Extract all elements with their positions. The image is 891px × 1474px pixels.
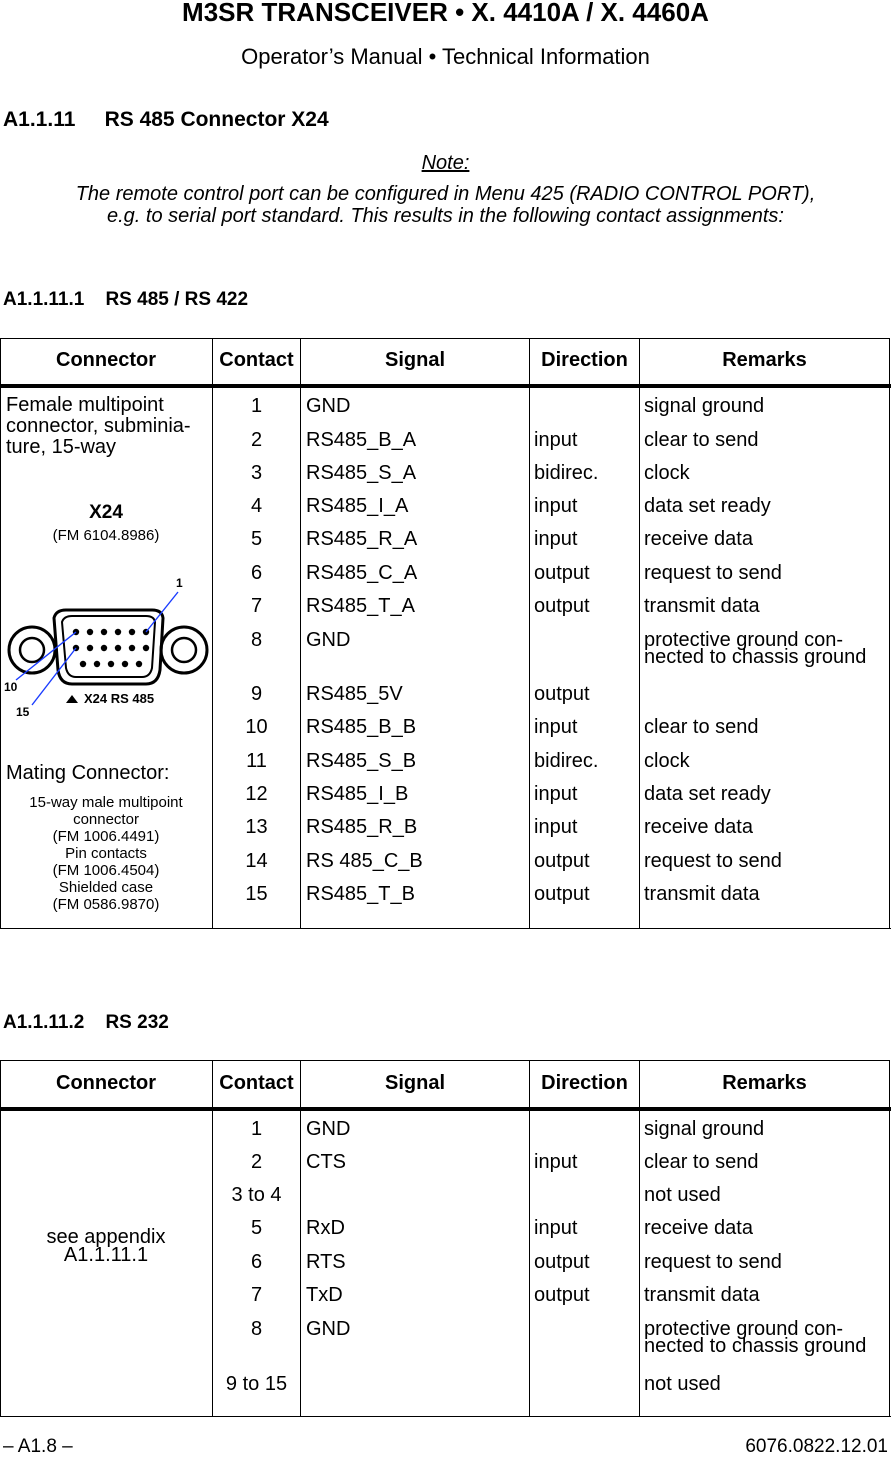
contact-cell: 5 [250, 1217, 263, 1239]
signal-cell: CTS [306, 1151, 346, 1173]
mating-line: 15-way male multipoint [29, 794, 183, 811]
rs232-heading: A1.1.11.2 RS 232 [3, 1012, 169, 1033]
connector-ref-line: see appendix [46, 1226, 166, 1248]
direction-cell: output [534, 1251, 590, 1273]
sub-d-connector-drawing [4, 570, 210, 745]
remark-cell: clear to send [644, 429, 759, 451]
mating-line: (FM 1006.4491) [52, 828, 160, 845]
contact-cell: 4 [250, 495, 263, 517]
signal-cell: GND [306, 1118, 351, 1140]
signal-cell: GND [306, 395, 351, 417]
pin-10-label: 10 [4, 680, 18, 694]
column-header-signal: Signal [384, 349, 445, 371]
remark-cell: receive data [644, 816, 753, 838]
section-heading: A1.1.11 RS 485 Connector X24 [3, 108, 329, 131]
contact-cell: 8 [250, 629, 263, 651]
rs232-connector-reference [0, 1228, 212, 1264]
remark-cell: signal ground [644, 395, 765, 417]
page-number: – A1.8 – [3, 1436, 73, 1457]
connector-desc-line: connector, subminia- [6, 415, 191, 437]
direction-cell: output [534, 595, 590, 617]
contact-cell: 3 [250, 462, 263, 484]
mating-line: (FM 0586.9870) [52, 896, 160, 913]
remark-cell: transmit data [644, 595, 760, 617]
remark-cell: data set ready [644, 495, 771, 517]
signal-cell: RS485_B_A [306, 429, 417, 451]
connector-desc-line: Female multipoint [6, 394, 164, 416]
contact-cell: 9 to 15 [225, 1373, 288, 1395]
remark-cell: transmit data [644, 1284, 760, 1306]
contact-cell: 1 [250, 395, 263, 417]
contact-cell: 1 [250, 1118, 263, 1140]
note-text [0, 183, 891, 227]
remark-cell: request to send [644, 850, 782, 872]
contact-cell: 6 [250, 1251, 263, 1273]
connector-fm-number: (FM 6104.8986) [52, 527, 160, 544]
signal-cell: RS485_S_B [306, 750, 417, 772]
remark-cell: request to send [644, 562, 782, 584]
contact-cell: 2 [250, 429, 263, 451]
column-header-contact: Contact [219, 349, 294, 371]
column-header-contact: Contact [219, 1072, 294, 1094]
signal-cell: GND [306, 629, 351, 651]
connector-desc-line: ture, 15-way [6, 436, 117, 458]
direction-cell: input [534, 528, 578, 550]
column-header-remarks: Remarks [722, 1072, 807, 1094]
signal-cell: RS485_R_B [306, 816, 418, 838]
direction-cell: bidirec. [534, 750, 599, 772]
remark-cell: clock [644, 462, 690, 484]
note-label: Note: [421, 152, 470, 174]
signal-cell: RS485_C_A [306, 562, 418, 584]
signal-cell: GND [306, 1318, 351, 1340]
signal-cell: TxD [306, 1284, 343, 1306]
signal-cell: RTS [306, 1251, 346, 1273]
pin-15-label: 15 [16, 705, 30, 719]
mating-line: Pin contacts [65, 845, 147, 862]
signal-cell: RS485_5V [306, 683, 403, 705]
signal-cell: RS485_R_A [306, 528, 418, 550]
contact-cell: 14 [245, 850, 268, 872]
contact-cell: 10 [245, 716, 268, 738]
contact-cell: 15 [245, 883, 268, 905]
contact-cell: 9 [250, 683, 263, 705]
mating-line: Shielded case [58, 879, 154, 896]
remark-cell-continued: nected to chassis ground [644, 1335, 867, 1357]
rs485-table [0, 338, 891, 930]
direction-cell: input [534, 429, 578, 451]
remark-cell: clock [644, 750, 690, 772]
remark-cell: not used [644, 1184, 721, 1206]
connector-name: X24 [89, 502, 123, 523]
connector-ref-line: A1.1.11.1 [63, 1244, 149, 1266]
contact-cell: 7 [250, 1284, 263, 1306]
remark-cell: signal ground [644, 1118, 765, 1140]
direction-cell: input [534, 1151, 578, 1173]
signal-cell: RS485_T_B [306, 883, 415, 905]
mating-line: (FM 1006.4504) [52, 862, 160, 879]
contact-cell: 6 [250, 562, 263, 584]
column-header-direction: Direction [541, 1072, 628, 1094]
contact-cell: 7 [250, 595, 263, 617]
contact-cell: 5 [250, 528, 263, 550]
signal-cell: RS485_T_A [306, 595, 415, 617]
direction-cell: input [534, 495, 578, 517]
mating-connector-label: Mating Connector: [6, 762, 170, 784]
direction-cell: output [534, 850, 590, 872]
column-header-connector: Connector [56, 1072, 156, 1094]
signal-cell: RS485_I_B [306, 783, 409, 805]
remark-cell: not used [644, 1373, 721, 1395]
contact-cell: 13 [245, 816, 268, 838]
direction-cell: input [534, 1217, 578, 1239]
signal-cell: RS485_I_A [306, 495, 409, 517]
signal-cell: RS485_S_A [306, 462, 417, 484]
direction-cell: output [534, 683, 590, 705]
contact-cell: 8 [250, 1318, 263, 1340]
remark-cell-continued: nected to chassis ground [644, 646, 867, 668]
column-header-direction: Direction [541, 349, 628, 371]
direction-cell: input [534, 816, 578, 838]
signal-cell: RxD [306, 1217, 345, 1239]
contact-cell: 11 [246, 750, 267, 772]
remark-cell: receive data [644, 528, 753, 550]
remark-cell: clear to send [644, 1151, 759, 1173]
remark-cell: request to send [644, 1251, 782, 1273]
document-subtitle: Operator’s Manual • Technical Information [241, 44, 650, 69]
note-line: The remote control port can be configured in Menu 425 (RADIO CONTROL PORT), [75, 183, 816, 205]
connector-description [6, 395, 191, 458]
remark-cell: clear to send [644, 716, 759, 738]
column-header-remarks: Remarks [722, 349, 807, 371]
rs485-heading: A1.1.11.1 RS 485 / RS 422 [3, 289, 249, 310]
direction-cell: input [534, 716, 578, 738]
note-line: e.g. to serial port standard. This results in the following contact assignments: [106, 205, 784, 227]
connector-plate-label: X24 RS 485 [84, 691, 155, 706]
document-number: 6076.0822.12.01 [745, 1436, 888, 1457]
signal-cell: RS 485_C_B [306, 850, 423, 872]
direction-cell: output [534, 883, 590, 905]
document-title: M3SR TRANSCEIVER • X. 4410A / X. 4460A [182, 0, 709, 27]
remark-cell: data set ready [644, 783, 771, 805]
column-header-connector: Connector [56, 349, 156, 371]
column-header-signal: Signal [384, 1072, 445, 1094]
direction-cell: output [534, 562, 590, 584]
contact-cell: 3 to 4 [231, 1184, 282, 1206]
triangle-marker-icon [66, 695, 78, 703]
mating-line: connector [73, 811, 139, 828]
contact-cell: 2 [250, 1151, 263, 1173]
direction-cell: bidirec. [534, 462, 599, 484]
rs232-table [0, 1060, 891, 1420]
direction-cell: output [534, 1284, 590, 1306]
pin-1-label: 1 [176, 576, 183, 590]
contact-cell: 12 [245, 783, 268, 805]
remark-cell: transmit data [644, 883, 760, 905]
remark-cell: protective ground con- [644, 1318, 844, 1340]
direction-cell: input [534, 783, 578, 805]
remark-cell: receive data [644, 1217, 753, 1239]
signal-cell: RS485_B_B [306, 716, 417, 738]
remark-cell: protective ground con- [644, 629, 844, 651]
mating-connector-info [0, 794, 212, 913]
